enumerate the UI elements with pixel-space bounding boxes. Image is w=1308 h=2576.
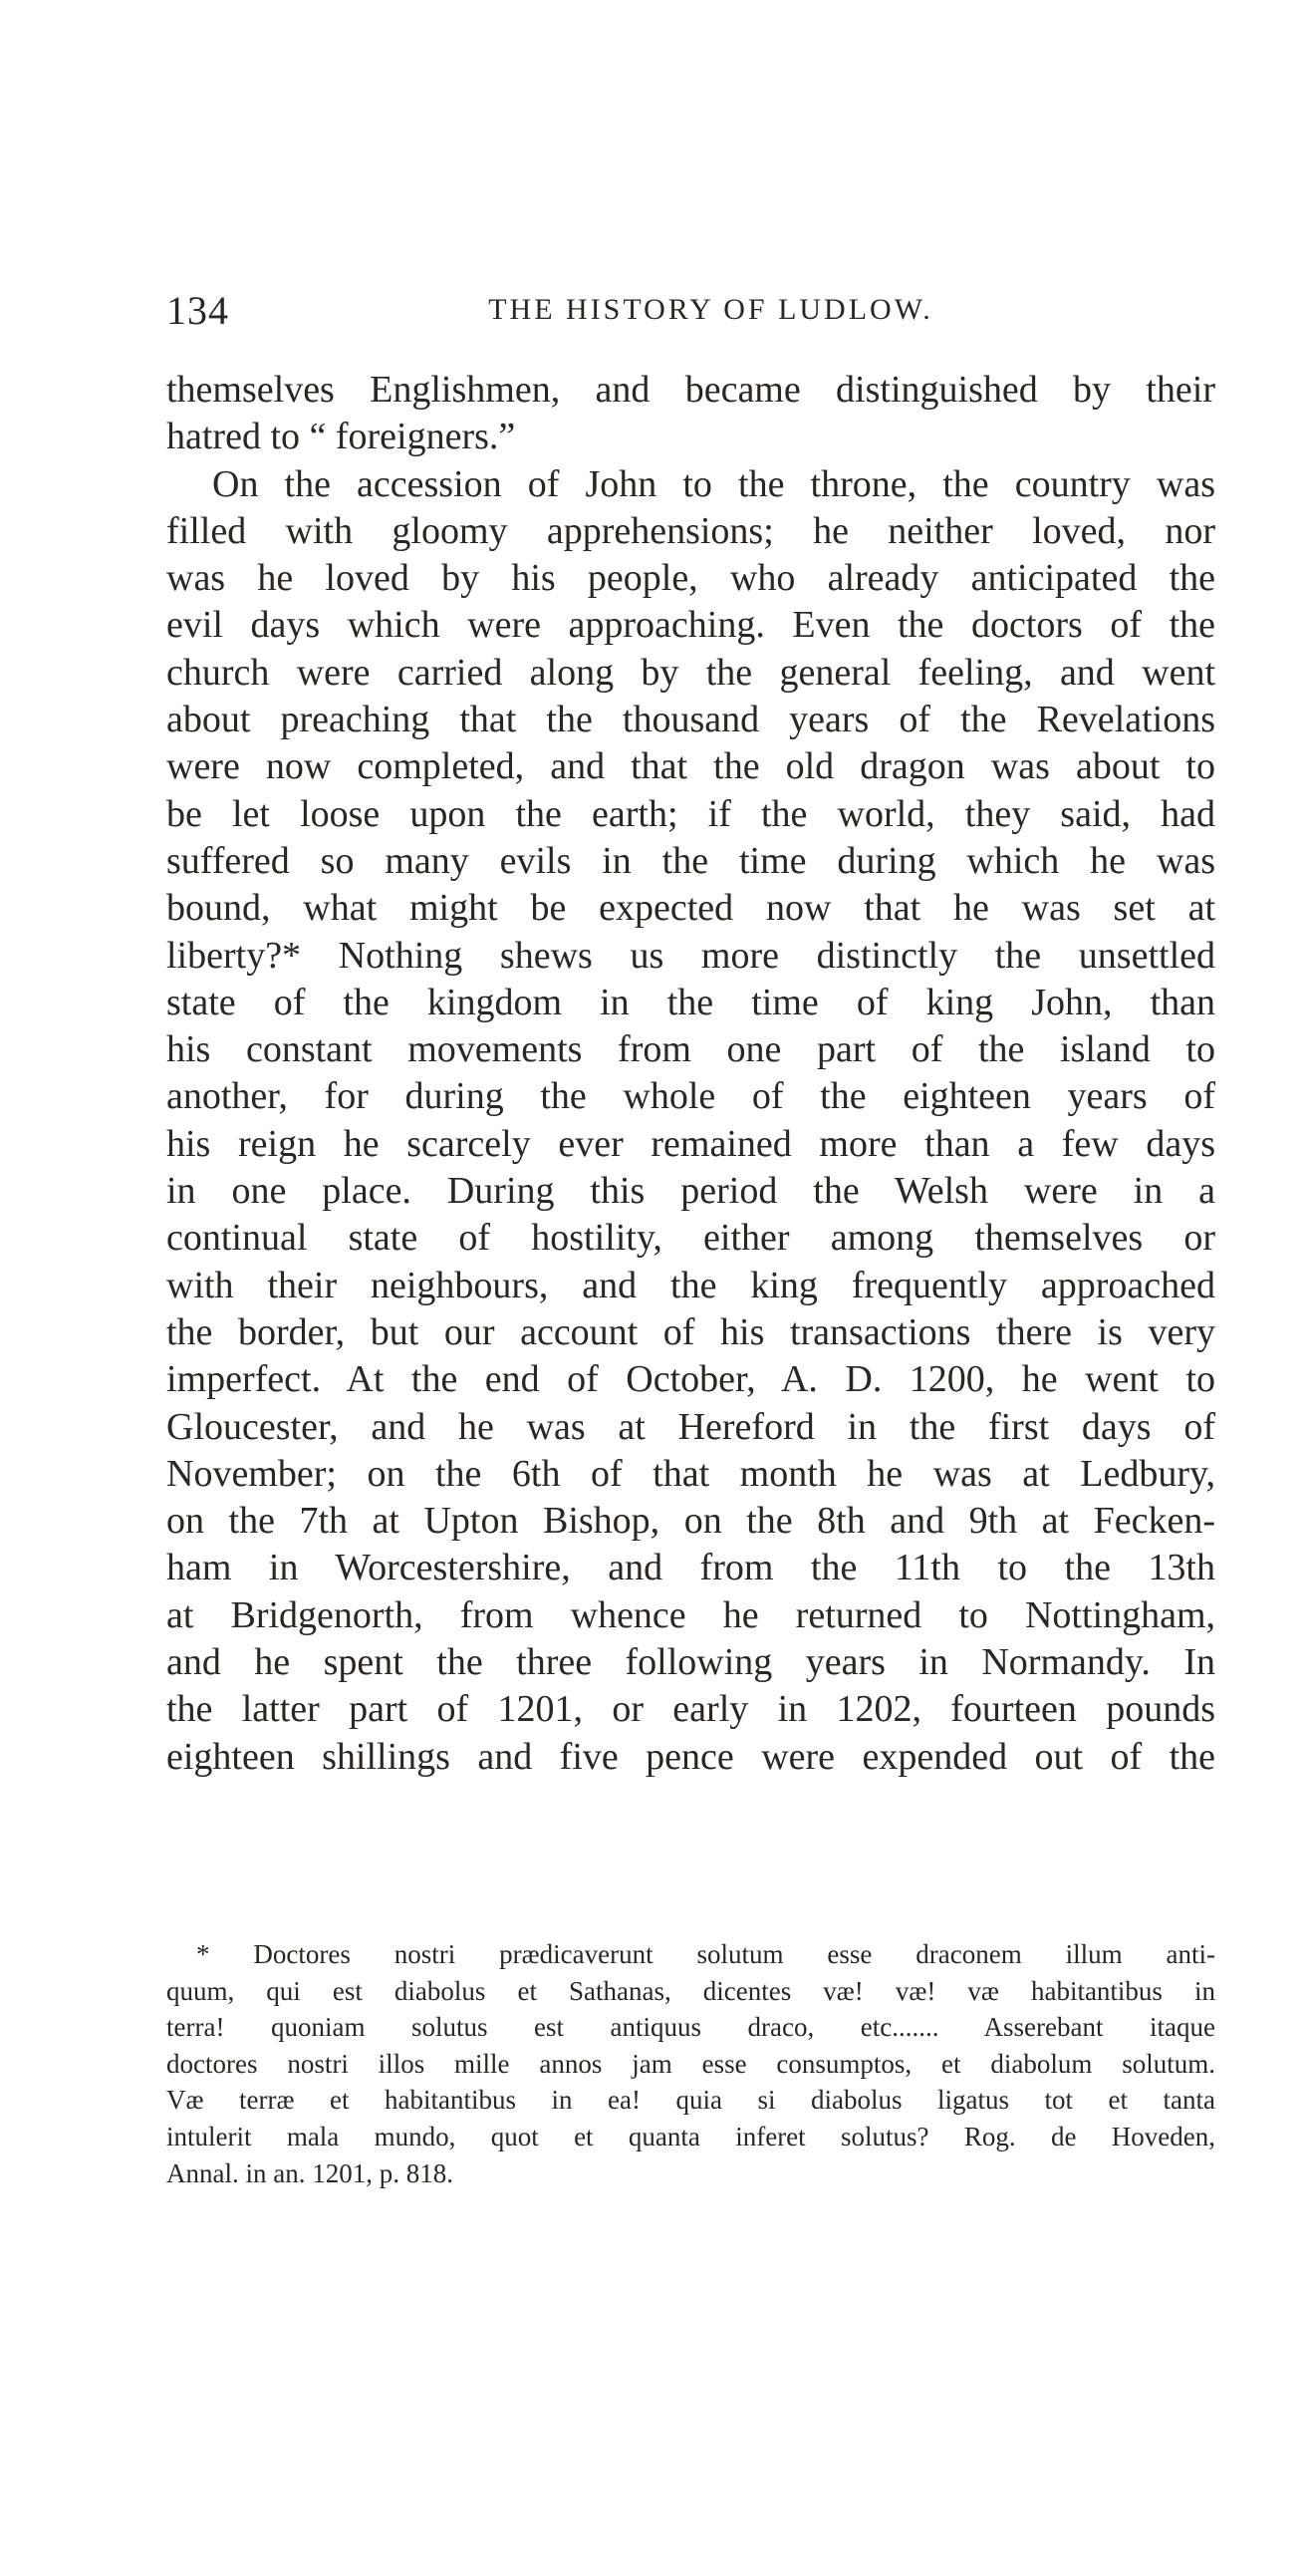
body-line: his reign he scarcely ever remained more than a few days — [166, 1122, 1215, 1165]
body-line: ham in Worcestershire, and from the 11th to the 13th — [166, 1547, 1215, 1589]
body-line: evil days which were approaching. Even the doctors of the — [166, 604, 1215, 647]
body-line: another, for during the whole of the eighteen years of — [166, 1075, 1215, 1118]
page-number: 134 — [166, 288, 229, 333]
body-line: his constant movements from one part of the island to — [166, 1028, 1215, 1071]
body-line: themselves Englishmen, and became distinguished by their — [166, 369, 1215, 411]
body-line: were now completed, and that the old dragon was about to — [166, 745, 1215, 788]
body-line: church were carried along by the general feeling, and went — [166, 651, 1215, 694]
body-line: was he loved by his people, who already anticipated the — [166, 557, 1215, 600]
body-line: in one place. During this period the Welsh were in a — [166, 1170, 1215, 1213]
footnote-line: quum, qui est diabolus et Sathanas, dicentes væ! væ! væ habitantibus in — [166, 1975, 1215, 2006]
body-line: Gloucester, and he was at Hereford in the first days of — [166, 1405, 1215, 1448]
body-line: continual state of hostility, either among themselves or — [166, 1217, 1215, 1260]
body-line: liberty?* Nothing shews us more distinctly the unsettled — [166, 934, 1215, 977]
body-line: hatred to “ foreigners.” — [166, 416, 516, 458]
footnote-line: terra! quoniam solutus est antiquus draco, etc....... Asserebant itaque — [166, 2012, 1215, 2043]
body-line: state of the kingdom in the time of king John, than — [166, 981, 1215, 1023]
footnote-line: Væ terræ et habitantibus in ea! quia si diabolus ligatus tot et tanta — [166, 2085, 1215, 2116]
body-line: at Bridgenorth, from whence he returned to Nottingham, — [166, 1593, 1215, 1636]
footnote-line: doctores nostri illos mille annos jam esse consumptos, et diabolum solutum. — [166, 2048, 1215, 2079]
footnote-line: * Doctores nostri prædicaverunt solutum esse draconem illum anti- — [196, 1939, 1215, 1969]
body-line: the latter part of 1201, or early in 1202, fourteen pounds — [166, 1688, 1215, 1731]
body-line: bound, what might be expected now that he was set at — [166, 887, 1215, 930]
footnote-line: Annal. in an. 1201, p. 818. — [166, 2157, 453, 2188]
body-line: imperfect. At the end of October, A. D. 1200, he went to — [166, 1358, 1215, 1401]
body-line: the border, but our account of his transactions there is very — [166, 1310, 1215, 1353]
running-title: THE HISTORY OF LUDLOW. — [488, 293, 933, 326]
body-line: with their neighbours, and the king frequently approached — [166, 1264, 1215, 1306]
body-line: be let loose upon the earth; if the world, they said, had — [166, 792, 1215, 835]
body-line: and he spent the three following years in Normandy. In — [166, 1641, 1215, 1684]
body-line: November; on the 6th of that month he was at Ledbury, — [166, 1452, 1215, 1495]
body-line: eighteen shillings and five pence were expended out of the — [166, 1735, 1215, 1778]
body-line: filled with gloomy apprehensions; he neither loved, nor — [166, 509, 1215, 552]
footnote-line: intulerit mala mundo, quot et quanta inferet solutus? Rog. de Hoveden, — [166, 2121, 1215, 2151]
running-head — [166, 287, 1215, 333]
footnote — [166, 1936, 1215, 2191]
body-line: suffered so many evils in the time during which he was — [166, 839, 1215, 882]
body-line: On the accession of John to the throne, the country was — [212, 462, 1215, 505]
body-line: on the 7th at Upton Bishop, on the 8th and 9th at Fecken- — [166, 1500, 1215, 1543]
body-line: about preaching that the thousand years of the Revelations — [166, 699, 1215, 741]
body-text — [166, 367, 1215, 1781]
